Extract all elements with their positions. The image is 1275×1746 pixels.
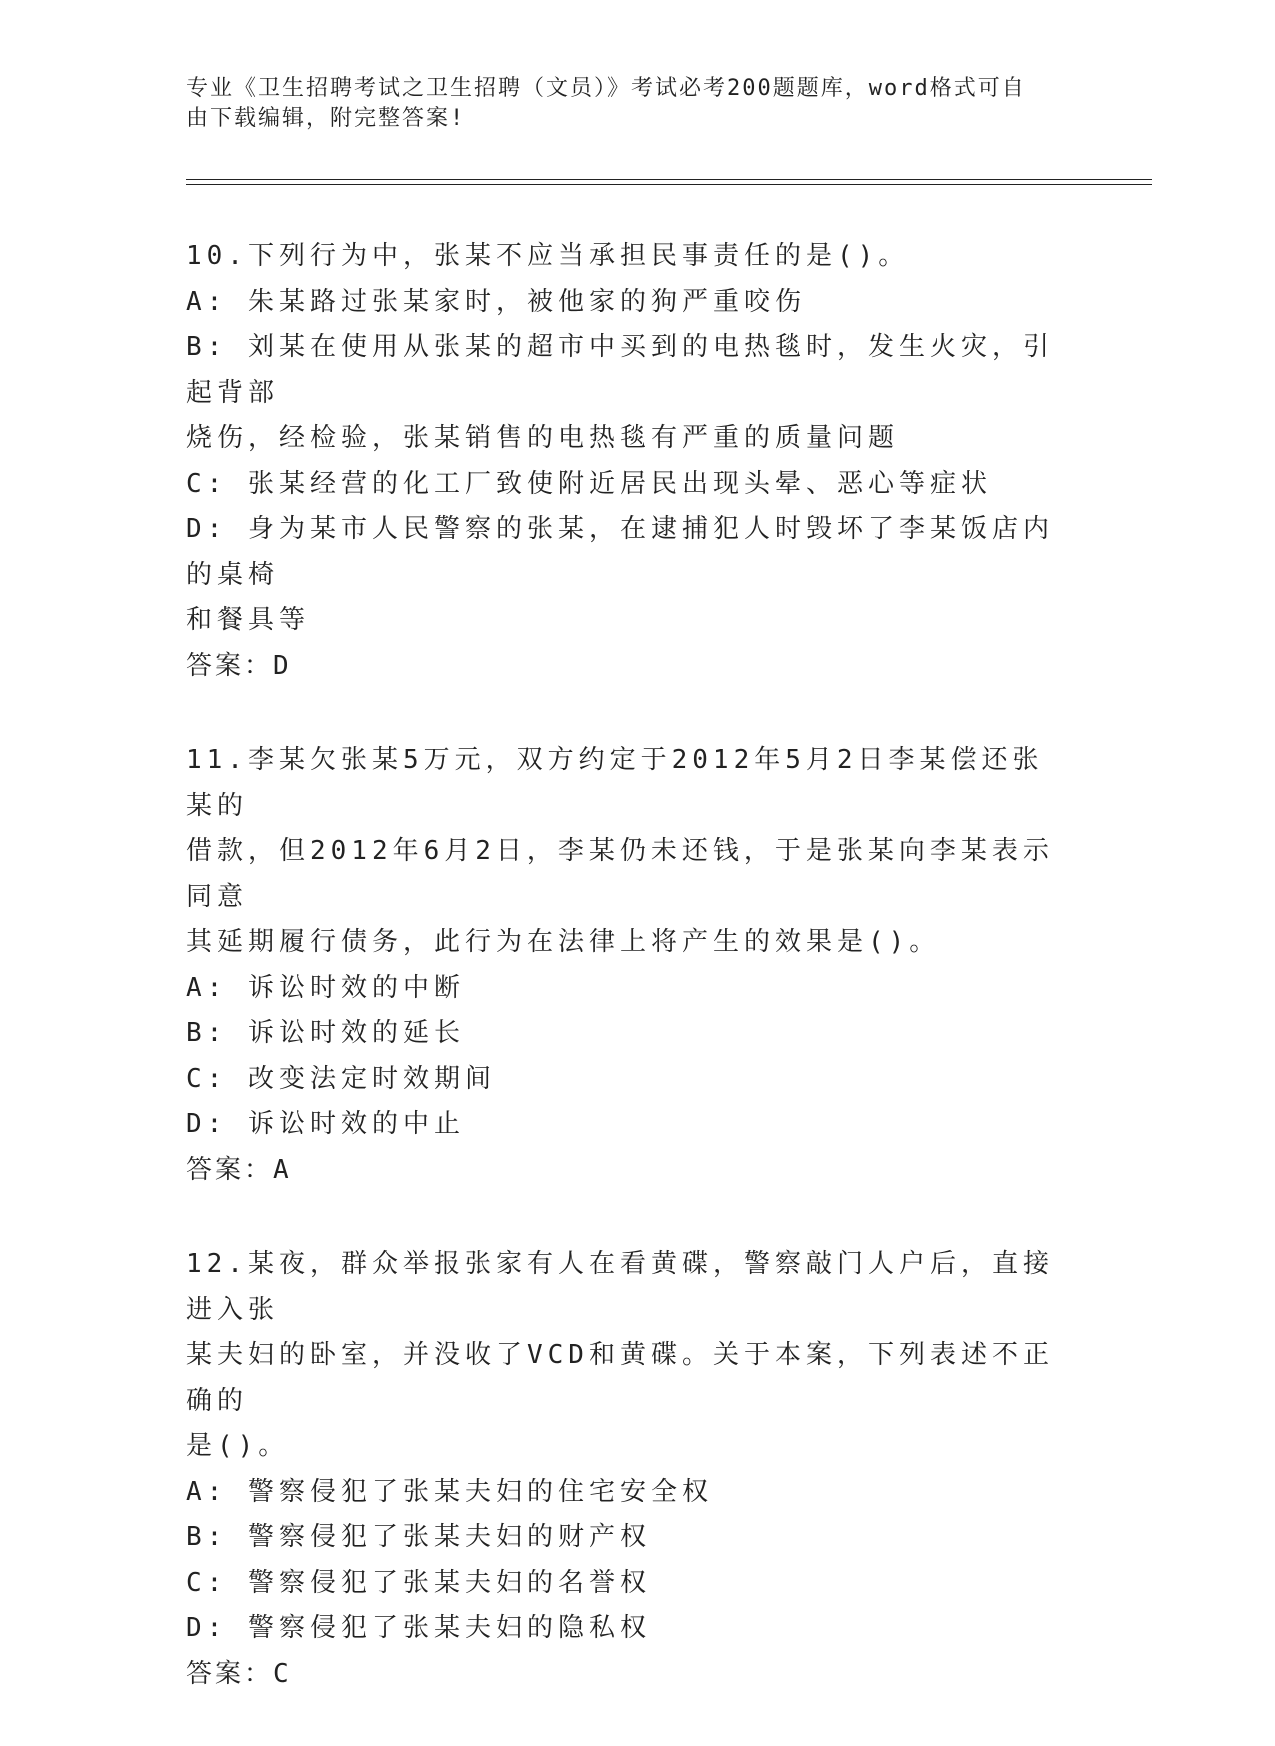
answer-value: A — [273, 1154, 292, 1185]
question-stem: 12.某夜，群众举报张家有人在看黄碟，警察敲门人户后，直接进入张 — [186, 1249, 1054, 1325]
option-d-continued: 和餐具等 — [186, 605, 311, 635]
header-line-2: 由下载编辑，附完整答案! — [186, 106, 466, 131]
document-header — [186, 74, 1066, 134]
question-stem-continued: 某夫妇的卧室，并没收了VCD和黄碟。关于本案，下列表述不正确的 — [186, 1340, 1054, 1416]
answer-line — [186, 1148, 1066, 1194]
header-divider-top — [186, 179, 1152, 180]
question-stem-continued: 借款，但2012年6月2日，李某仍未还钱，于是张某向李某表示同意 — [186, 836, 1054, 912]
question-12 — [186, 1242, 1066, 1697]
question-stem: 11.李某欠张某5万元，双方约定于2012年5月2日李某偿还张某的 — [186, 745, 1044, 821]
question-11 — [186, 738, 1066, 1193]
header-divider-bottom — [186, 184, 1152, 185]
option-d: D: 警察侵犯了张某夫妇的隐私权 — [186, 1613, 651, 1643]
option-c: C: 警察侵犯了张某夫妇的名誉权 — [186, 1567, 651, 1598]
option-c: C: 改变法定时效期间 — [186, 1063, 496, 1094]
question-stem: 10.下列行为中，张某不应当承担民事责任的是()。 — [186, 241, 910, 271]
header-line-1: 专业《卫生招聘考试之卫生招聘（文员）》考试必考200题题库，word格式可自 — [186, 76, 1026, 101]
question-list — [186, 234, 1066, 1746]
answer-line — [186, 644, 1066, 690]
answer-value: C — [273, 1658, 292, 1689]
option-b: B: 警察侵犯了张某夫妇的财产权 — [186, 1522, 651, 1552]
option-b-continued: 烧伤，经检验，张某销售的电热毯有严重的质量问题 — [186, 423, 900, 453]
answer-value: D — [273, 650, 292, 681]
answer-line — [186, 1652, 1066, 1698]
answer-label: 答案： — [186, 1154, 274, 1185]
question-stem-continued: 其延期履行债务，此行为在法律上将产生的效果是()。 — [186, 927, 941, 957]
option-a: A: 诉讼时效的中断 — [186, 972, 465, 1003]
option-a: A: 警察侵犯了张某夫妇的住宅安全权 — [186, 1476, 713, 1507]
answer-label: 答案： — [186, 650, 274, 681]
option-b: B: 刘某在使用从张某的超市中买到的电热毯时，发生火灾，引起背部 — [186, 332, 1054, 408]
option-d: D: 身为某市人民警察的张某，在逮捕犯人时毁坏了李某饭店内的桌椅 — [186, 514, 1054, 590]
option-c: C: 张某经营的化工厂致使附近居民出现头晕、恶心等症状 — [186, 468, 992, 499]
option-a: A: 朱某路过张某家时，被他家的狗严重咬伤 — [186, 286, 806, 317]
question-stem-continued: 是()。 — [186, 1431, 290, 1461]
option-d: D: 诉讼时效的中止 — [186, 1109, 465, 1139]
answer-label: 答案： — [186, 1658, 274, 1689]
question-10 — [186, 234, 1066, 689]
option-b: B: 诉讼时效的延长 — [186, 1018, 465, 1048]
